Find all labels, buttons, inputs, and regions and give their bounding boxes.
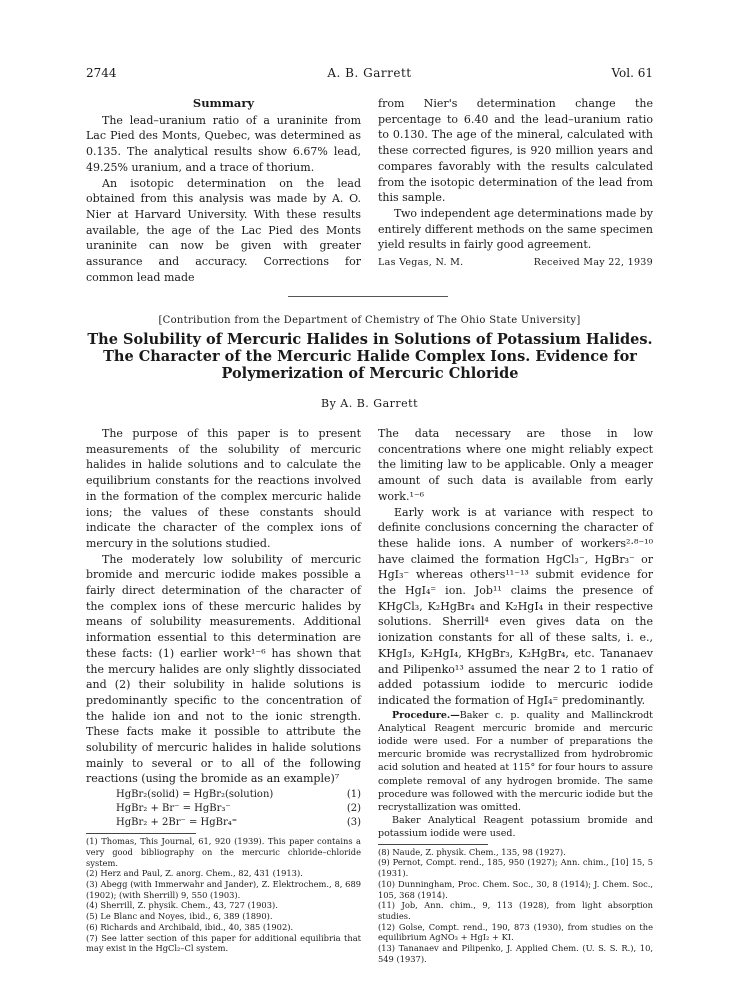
location: Las Vegas, N. M. — [378, 257, 464, 269]
summary-paragraph: from Nier's determination change the percentage to 6.40 and the lead–uranium ratio to 0.130. The age of the mineral, calculated with these corrected figures, is 920 million years and compares favorably with the results calculated from the isotopic determination of the lead from this sample. — [378, 97, 653, 205]
summary-right-column — [378, 96, 653, 271]
procedure-paragraph — [378, 709, 653, 815]
footnote: (6) Richards and Archibald, ibid., 40, 385 (1902). — [86, 921, 294, 932]
body-paragraph: The moderately low solubility of mercuric bromide and mercuric iodide makes possible a fairly direct determination of the character of the complex ions of these mercuric halides by means of solubility measurements. Additional information essential to this determination are these facts: (1) earlier work¹⁻⁶ has shown that the mercury halides are only slightly dissociated and (2) their solubility in halide solutions is predominantly specific to the concentration of the halide ion and not to the ionic strength. These facts make it possible to attribute the solubility of mercuric halides in halide solutions mainly to several or to all of the following reactions (using the bromide as an example)⁷ — [86, 552, 361, 786]
procedure-text: Baker c. p. quality and Mallinckrodt Analytical Reagent mercuric bromide and mercuric iodide were used. For a number of preparations the mercuric bromide was recrystallized from hydrobromic acid solution and heated at 115° for four hours to assure complete removal of any hydrogen bromide. The same procedure was followed with the mercuric iodide but the recrystallization was omitted. — [378, 709, 653, 814]
summary-paragraph: Two independent age determinations made by entirely different methods on the same specimen yield results in fairly good agreement. — [378, 206, 653, 252]
footnote: (1) Thomas, This Journal, 61, 920 (1939). This paper contains a very good bibliography on the mercuric chloride–chloride system. — [86, 836, 361, 868]
equation-expression: HgBr₂ + 2Br⁻ = HgBr₄⁼ — [116, 817, 238, 829]
equation-block — [86, 788, 361, 830]
procedure-heading: Procedure.— — [392, 709, 460, 721]
summary-paragraph: An isotopic determination on the lead obtained from this analysis was made by A. O. Nier at Harvard University. With these results available, the age of the Lac Pied des Monts uraninite can now be given with greater assurance and accuracy. Corrections for common lead made — [86, 176, 361, 284]
body-paragraph: Early work is at variance with respect to definite conclusions concerning the character of these halide ions. A number of workers²·⁸⁻¹⁰ have claimed the formation HgCl₃⁻, HgBr₃⁻ or HgI₃⁻ whereas others¹¹⁻¹³ submit evidence for the HgI₄⁼ ion. Job¹¹ claims the presence of KHgCl₃, K₂HgBr₄ and K₂HgI₄ in their respective solutions. Sherrill⁴ even gives data on the ionization constants for all of these salts, i. e., KHgI₃, K₂HgI₄, KHgBr₃, K₂HgBr₄, etc. Tananaev and Pilipenko¹³ assumed the near 2 to 1 ratio of added potassium iodide to mercuric iodide indicated the formation of HgI₄⁼ predominantly. — [378, 505, 653, 707]
running-author: A. B. Garrett — [327, 66, 412, 80]
footnotes-left — [86, 836, 361, 954]
body-paragraph: The purpose of this paper is to present measurements of the solubility of mercuric halides in halide solutions and to calculate the equilibrium constants for the reactions involved in the formation of the complex mercuric halide ions; the values of these constants should indicate the character of the complex ions of mercury in the solutions studied. — [86, 427, 361, 550]
article-right-column — [378, 426, 653, 964]
article-title: The Solubility of Mercuric Halides in Solutions of Potassium Halides. The Character of the Mercuric Halide Complex Ions. Evidence for Polymerization of Mercuric Chloride — [87, 331, 653, 382]
page-number: 2744 — [86, 66, 117, 80]
equation-expression: HgBr₂(solid) = HgBr₂(solution) — [116, 789, 274, 801]
procedure-paragraph: Baker Analytical Reagent potassium bromide and potassium iodide were used. — [378, 815, 653, 840]
footnote: (5) Le Blanc and Noyes, ibid., 6, 389 (1890). — [86, 911, 273, 922]
summary-left-column — [86, 96, 361, 285]
byline: By A. B. Garrett — [320, 397, 419, 410]
footnote: (9) Pernot, Compt. rend., 185, 950 (1927); Ann. chim., [10] 15, 5 (1931). — [378, 857, 653, 879]
article-left-column — [86, 426, 361, 954]
body-paragraph: The data necessary are those in low concentrations where one might reliably expect the limiting law to be applicable. Only a meager amount of such data is available from early work.¹⁻⁶ — [378, 427, 653, 503]
received-date: Received May 22, 1939 — [533, 257, 653, 269]
equation — [86, 788, 361, 802]
volume-label: Vol. 61 — [611, 66, 653, 80]
procedure-section — [378, 709, 653, 841]
footnote: (11) Job, Ann. chim., 9, 113 (1928), from light absorption studies. — [378, 900, 653, 921]
footnote: (8) Naude, Z. physik. Chem., 135, 98 (1927). — [378, 846, 566, 857]
footnote: (4) Sherrill, Z. physik. Chem., 43, 727 (1903). — [86, 900, 278, 911]
footnote: (7) See latter section of this paper for additional equilibria that may exist in the HgCl₂–Cl system. — [86, 932, 361, 954]
summary-paragraph: The lead–uranium ratio of a uraninite from Lac Pied des Monts, Quebec, was determined as 0.135. The analytical results show 6.67% lead, 49.25% uranium, and a trace of thorium. — [86, 113, 361, 174]
footnote: (12) Golse, Compt. rend., 190, 873 (1930), from studies on the equilibrium AgNO₃ + HgI₂ + KI. — [378, 921, 653, 943]
section-divider — [288, 296, 448, 297]
running-header — [86, 66, 653, 82]
footnote: (3) Abegg (with Immerwahr and Jander), Z. Elektrochem., 8, 689 (1902); (with Sherrill) 9, 550 (1903). — [86, 878, 361, 900]
equation-number: (1) — [346, 789, 361, 801]
footnote: (2) Herz and Paul, Z. anorg. Chem., 82, 431 (1913). — [86, 868, 303, 879]
footnote-rule — [86, 833, 196, 834]
equation — [86, 802, 361, 816]
received-line — [378, 255, 653, 271]
summary-heading: Summary — [192, 96, 255, 110]
footnote-rule — [378, 844, 488, 845]
footnote: (10) Dunningham, Proc. Chem. Soc., 30, 8 (1914); J. Chem. Soc., 105, 368 (1914). — [378, 878, 653, 900]
equation-number: (2) — [346, 803, 361, 815]
footnotes-right — [378, 847, 653, 965]
contribution-line: [Contribution from the Department of Chemistry of The Ohio State University] — [158, 315, 581, 326]
footnote: (13) Tananaev and Pilipenko, J. Applied Chem. (U. S. S. R.), 10, 549 (1937). — [378, 943, 653, 964]
equation-expression: HgBr₂ + Br⁻ = HgBr₃⁻ — [116, 803, 231, 815]
equation-number: (3) — [346, 817, 361, 829]
equation — [86, 816, 361, 830]
